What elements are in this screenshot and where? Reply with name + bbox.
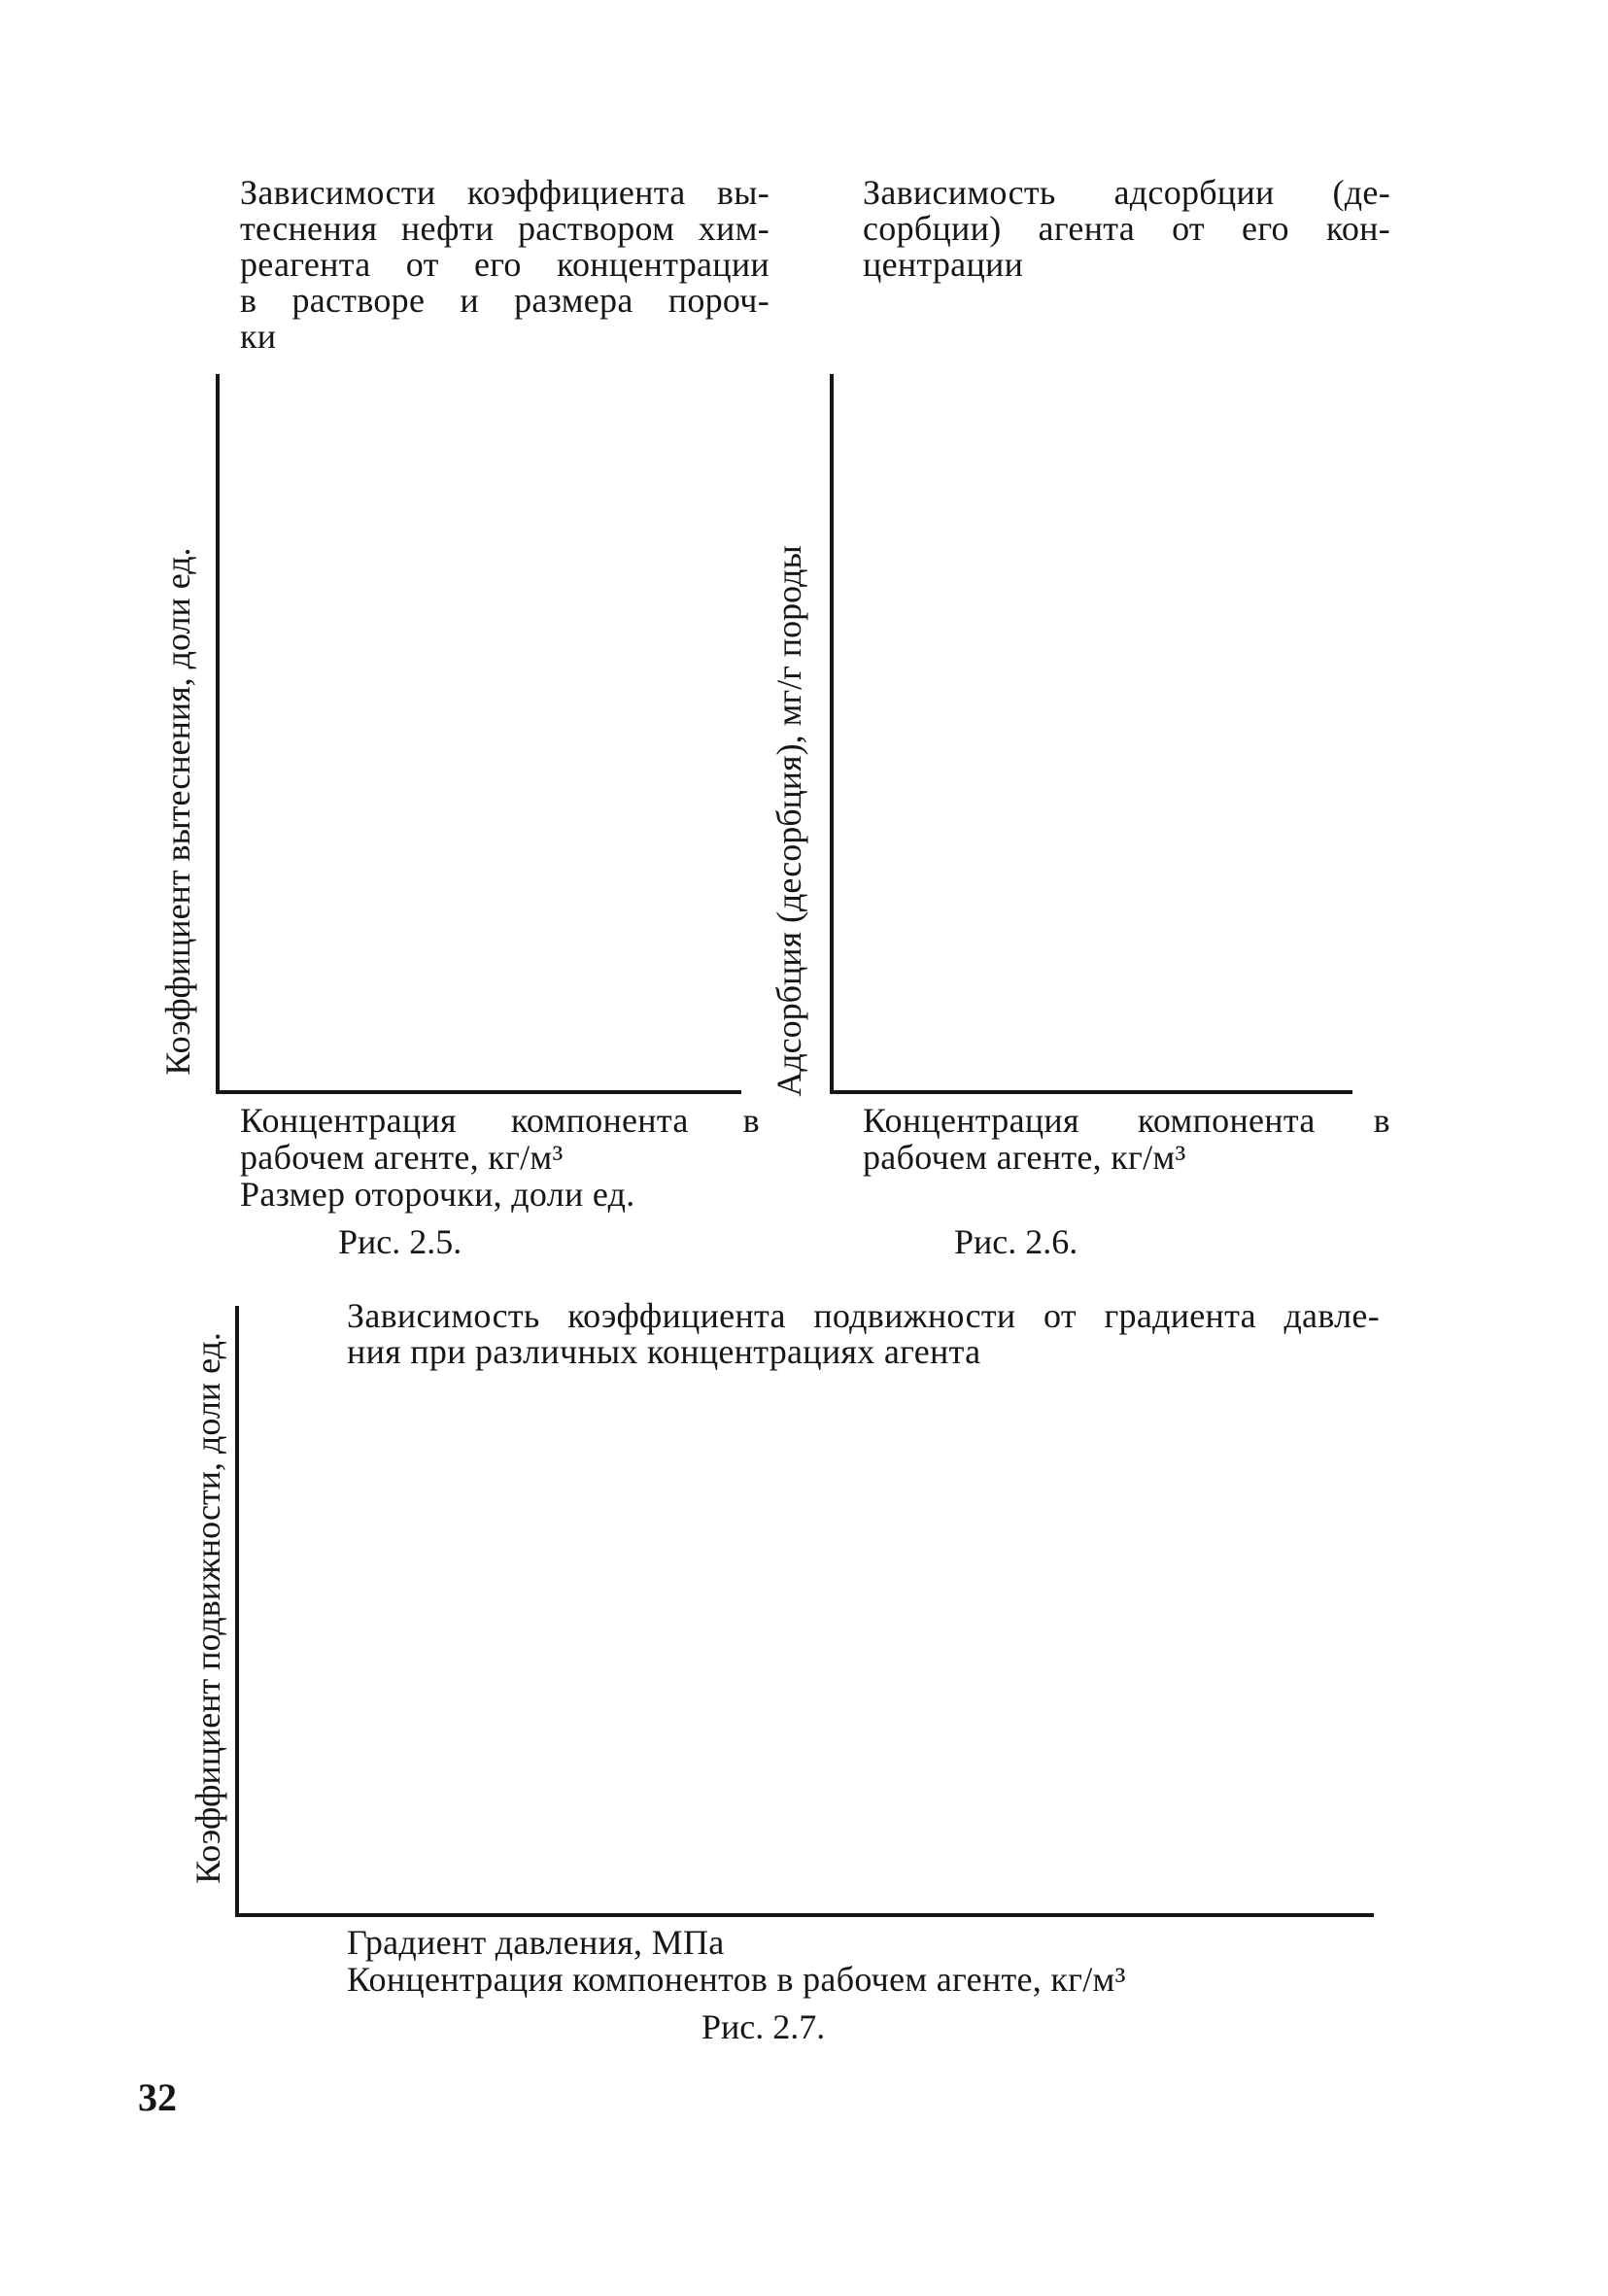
chart-title-line: в растворе и размера пороч- (240, 281, 770, 320)
y-axis-label: Адсорбция (десорбция), мг/г породы (770, 545, 808, 1097)
x-axis-label-2-5 (240, 1102, 760, 1213)
x-axis-label-line: Концентрация компонента в (240, 1101, 760, 1140)
chart-title-line: теснения нефти раствором хим- (240, 209, 770, 248)
chart-2-5-plot (0, 0, 777, 1283)
x-axis-label-line: Градиент давления, МПа (347, 1923, 725, 1962)
x-axis-label-2-6 (863, 1102, 1390, 1176)
chart-title-line: Зависимости коэффициента вы- (240, 173, 770, 212)
figure-caption-2-5: Рис. 2.5. (338, 1222, 462, 1261)
figure-2-6 (758, 0, 1608, 1283)
figure-2-5 (0, 0, 777, 1283)
chart-title-line: ния при различных концентрациях агента (347, 1332, 981, 1371)
figure-caption-2-7: Рис. 2.7. (701, 2007, 826, 2046)
page-number: 32 (138, 2075, 177, 2119)
chart-title-line: Зависимость коэффициента подвижности от градиента давле- (347, 1296, 1380, 1335)
chart-title-line: сорбции) агента от его кон- (863, 209, 1390, 248)
y-axis-label: Коэффициент вытеснения, доли ед. (158, 547, 197, 1076)
x-axis-label-line: рабочем агенте, кг/м³ (240, 1138, 564, 1177)
chart-title-line: центрации (863, 245, 1024, 284)
chart-title-line: реагента от его концентрации (240, 245, 770, 284)
chart-2-6-plot (758, 0, 1608, 1283)
figure-2-7 (0, 1283, 1608, 2079)
chart-title-line: ки (240, 317, 277, 356)
x-axis-label-2-7 (347, 1924, 1299, 1998)
x-axis-label-line: рабочем агенте, кг/м³ (863, 1138, 1186, 1177)
x-axis-label-line: Концентрация компонента в (863, 1101, 1390, 1140)
figure-caption-2-6: Рис. 2.6. (954, 1222, 1078, 1261)
x-axis-label-line: Размер оторочки, доли ед. (240, 1175, 635, 1214)
y-axis-label: Коэффициент подвижности, доли ед. (188, 1332, 227, 1884)
chart-title-line: Зависимость адсорбции (де- (863, 173, 1390, 212)
x-axis-label-line: Концентрация компонентов в рабочем агенте, кг/м³ (347, 1960, 1126, 1999)
